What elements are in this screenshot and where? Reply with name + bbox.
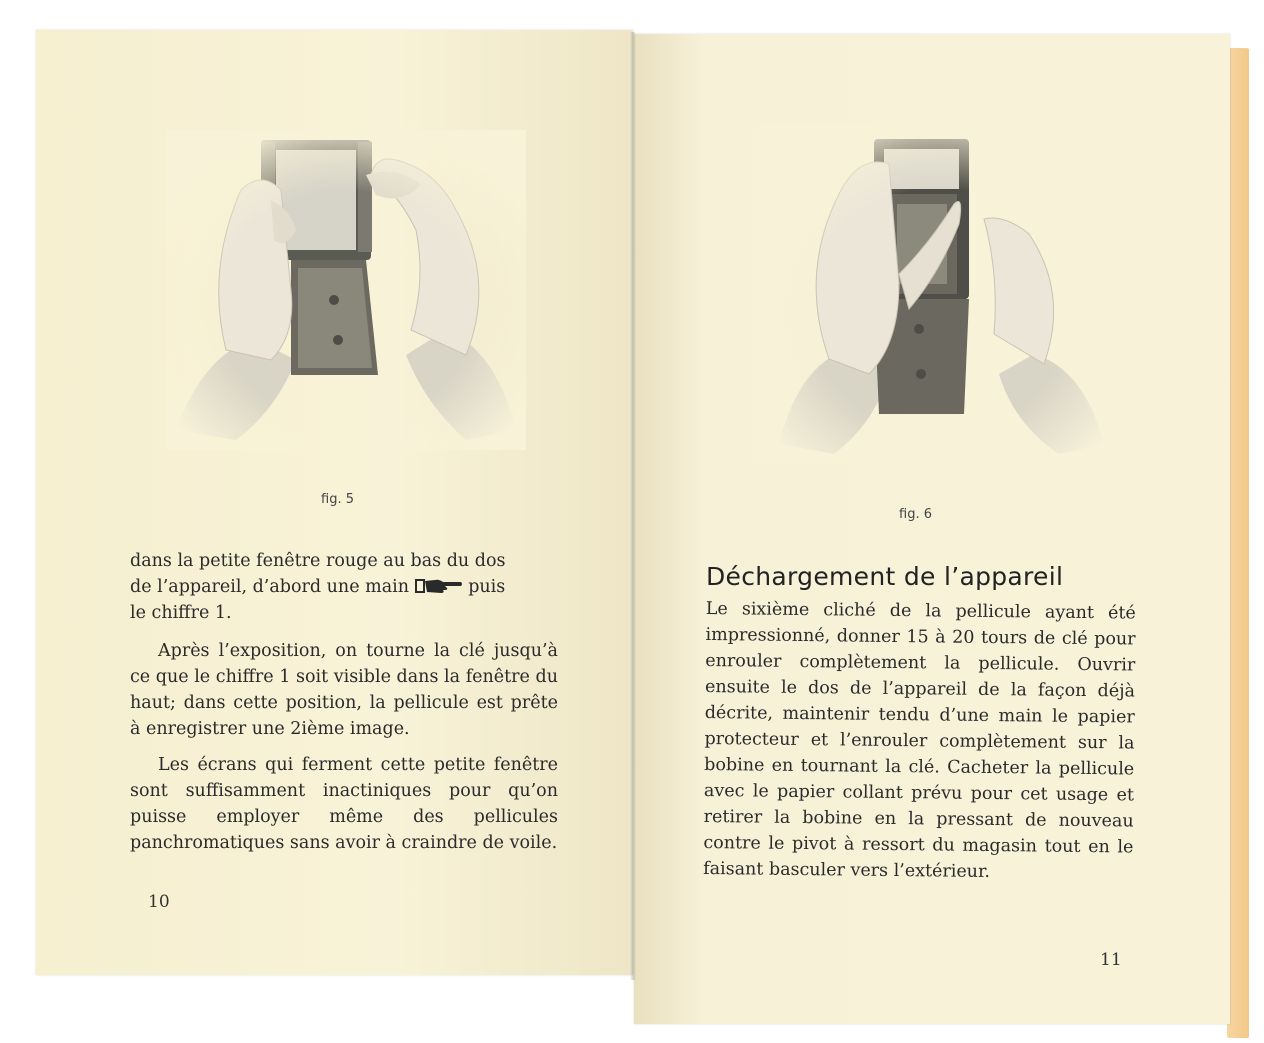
paragraph-3: Les écrans qui ferment cette petite fenêtre sont suffisamment inactiniques pour qu’on puisse employer même des pellicules panchromatiques sans avoir à craindre de voile.	[130, 755, 558, 853]
open-booklet	[36, 30, 1241, 1015]
paragraph-1	[130, 548, 558, 626]
paragraph-2: Après l’exposition, on tourne la clé jusqu’à ce que le chiffre 1 soit visible dans la fenêtre du haut; dans cette position, la pellicule est prête à enregistrer une 2ième image.	[130, 641, 558, 739]
paragraph-1-line-2b: puis	[468, 577, 506, 597]
paragraph-1-line-3: le chiffre 1.	[130, 603, 232, 623]
figure-5-hands-holding-camera	[166, 130, 526, 450]
figure-6-caption: fig. 6	[899, 507, 932, 522]
left-page-text	[130, 548, 558, 864]
right-page-number: 11	[1100, 950, 1122, 970]
paragraph-1-line-2a: de l’appareil, d’abord une main	[130, 577, 410, 597]
left-page-number: 10	[148, 892, 170, 912]
figure-6-hands-holding-camera	[759, 124, 1119, 464]
left-page	[36, 30, 633, 975]
figure-5-caption: fig. 5	[321, 492, 354, 507]
cover-edge	[1227, 48, 1249, 1038]
right-page-text	[703, 596, 1136, 894]
book-gutter	[630, 32, 636, 980]
pointing-hand-icon	[415, 577, 463, 595]
right-paragraph: Le sixième cliché de la pellicule ayant été impressionné, donner 15 à 20 tours de clé pour enrouler complètement la pellicule. Ouvrir ensuite le dos de l’appareil de la façon déjà décrite, maintenir tendu d’une main le papier protecteur et l’enrouler complètement sur la bobine en tournant la clé. Cacheter la pellicule avec le papier collant prévu pour cet usage et retirer la bobine en la pressant de nouveau contre le pivot à ressort du magasin tout en le faisant basculer vers l’extérieur.	[703, 598, 1136, 882]
paragraph-1-line-1: dans la petite fenêtre rouge au bas du dos	[130, 551, 506, 571]
section-heading: Déchargement de l’appareil	[706, 562, 1064, 591]
right-page	[634, 34, 1230, 1024]
